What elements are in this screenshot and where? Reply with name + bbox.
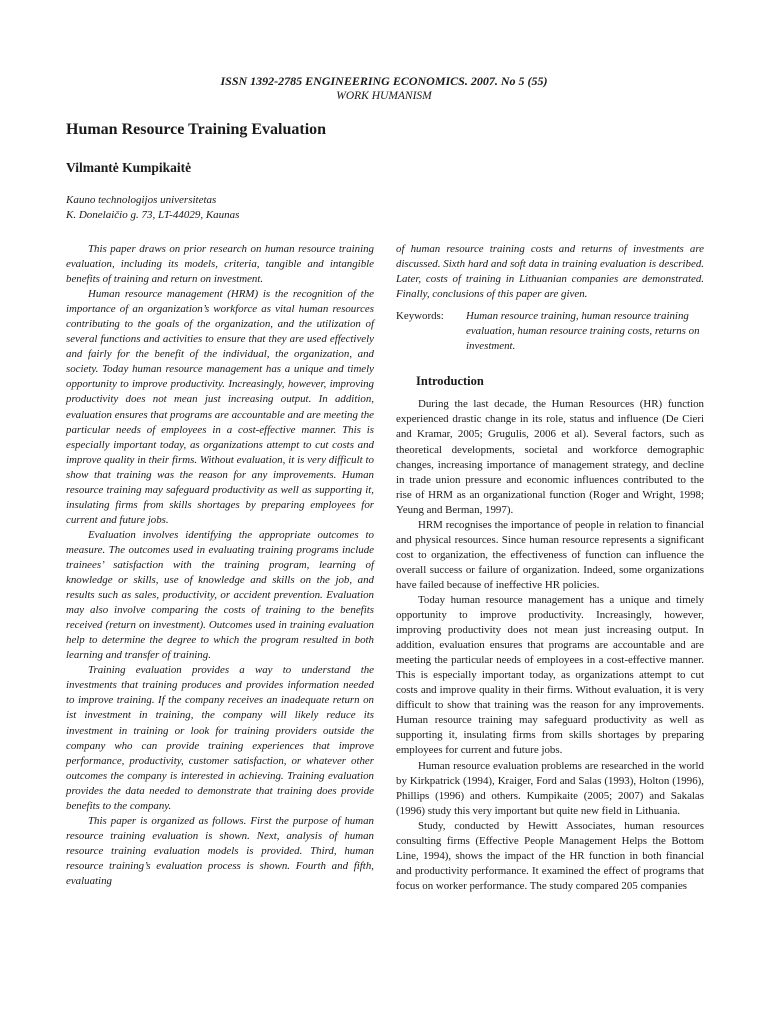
intro-paragraph: HRM recognises the importance of people in relation to financial and physical resources. Since human resource represents a significant cost to organization, the effectiveness of function can influence the overall success or failure of organization. Indeed, some organizations have failed because of ineffective HR policies. (396, 518, 704, 591)
paper-title: Human Resource Training Evaluation (66, 121, 327, 138)
affiliation-university: Kauno technologijos universitetas (66, 194, 217, 206)
abstract-paragraph: Human resource management (HRM) is the recognition of the importance of an organization’s workforce as vital human resources contributing to the goals of the organization, and the utilization of several functions and activities to ensure that they are used effectively and fairly for the benefit of the individual, the organization, and society. Today human resource management has a unique and timely opportunity to improve productivity. Increasingly, however, improving productivity does not mean just increasing output. In addition, evaluation ensures that programs are accountable and are meeting the particular needs of employees in a cost-effective manner. This is especially important today, as organizations attempt to cut costs and improve quality in their firms. Without evaluation, it is very difficult to show that training was the reason for any improvements. Human resource training may safeguard productivity as well as supporting it, insulating firms from skills shortages by preparing employees for current and future jobs. (66, 288, 374, 526)
left-column (66, 242, 374, 889)
abstract-paragraph: Training evaluation provides a way to understand the investments that training produces and provides information needed to improve training. If the company receives an inadequate return on ist investment in training, the company will likely reduce its investment in training or look for training providers outside the company who can provide training experiences that improve performance, productivity, customer satisfaction, or whatever other outcomes the company is interested in achieving. Training evaluation provides the data needed to demonstrate that training does provide benefits to the company. (66, 664, 374, 812)
keywords-label: Keywords: (396, 310, 444, 323)
intro-paragraph: Today human resource management has a unique and timely opportunity to improve productivity. Increasingly, however, improving productivity does not mean just increasing output. In addition, evaluation ensures that programs are accountable and are meeting the particular needs of employees in a cost-effective manner. This is especially important today, as organizations attempt to cut costs and improve quality in their firms. Without evaluation, it is very difficult to show that training was the reason for any improvements. Human resource training may safeguard productivity as well as supporting it, insulating firms from skills shortages by preparing employees for current and future jobs. (396, 593, 704, 757)
keywords (396, 309, 704, 354)
affiliation (66, 193, 239, 223)
author-name: Vilmantė Kumpikaitė (66, 160, 192, 175)
affiliation-address: K. Donelaičio g. 73, LT-44029, Kaunas (66, 209, 240, 221)
introduction-heading: Introduction (416, 374, 484, 389)
abstract-paragraph: Evaluation involves identifying the appropriate outcomes to measure. The outcomes used in evaluating training programs include trainees’ satisfaction with the training program, learning of knowledge or skills, use of knowledge and skills on the job, and results such as sales, productivity, or accident prevention. Evaluation may also involve comparing the costs of training to the benefits received (return on investment). Outcomes used in training evaluation help to determine the degree to which the program resulted in both learning and transfer of training. (66, 528, 374, 662)
keywords-text: Human resource training, human resource training evaluation, human resource training costs, returns on investment. (466, 310, 700, 353)
journal-header (0, 74, 768, 103)
issn-line: ISSN 1392-2785 ENGINEERING ECONOMICS. 2007. No 5 (55) (220, 74, 548, 88)
right-column (396, 242, 704, 894)
abstract-paragraph: This paper is organized as follows. First the purpose of human resource training evaluation is shown. Next, analysis of human resource training evaluation models is provided. Third, human resource training’s evaluation process is shown. Fourth and fifth, evaluating (66, 814, 374, 887)
intro-paragraph: Human resource evaluation problems are researched in the world by Kirkpatrick (1994), Kraiger, Ford and Salas (1993), Holton (1996), Phillips (1996) and others. Kumpikaite (2005; 2007) and Sakalas (1996) study this very important but quite new field in Lithuania. (396, 759, 704, 817)
abstract-paragraph: This paper draws on prior research on human resource training evaluation, including its models, criteria, tangible and intangible benefits of training and return on investment. (66, 243, 374, 286)
section-name: WORK HUMANISM (336, 90, 432, 102)
abstract-continuation: of human resource training costs and returns of investments are discussed. Sixth hard and soft data in training evaluation is described. Later, costs of training in Lithuanian companies are demonstrated. Finally, conclusions of this paper are given. (396, 243, 704, 301)
intro-paragraph: Study, conducted by Hewitt Associates, human resources consulting firms (Effective People Management Helps the Bottom Line, 1994), shows the impact of the HR function in both financial and productivity performance. It examined the effect of programs that focus on worker performance. The study compared 205 companies (396, 819, 704, 892)
intro-paragraph: During the last decade, the Human Resources (HR) function experienced drastic change in its role, status and influence (De Cieri and Kramar, 2005; Grugulis, 2006 et al). Several factors, such as theoretical developments, societal and workforce demographic changes, increasing importance of management strategy, and decline in trade union pressure and economic influences contributed to the rise of HRM as an organizational function (Roger and Wright, 1998; Yeung and Berman, 1997). (396, 398, 704, 516)
